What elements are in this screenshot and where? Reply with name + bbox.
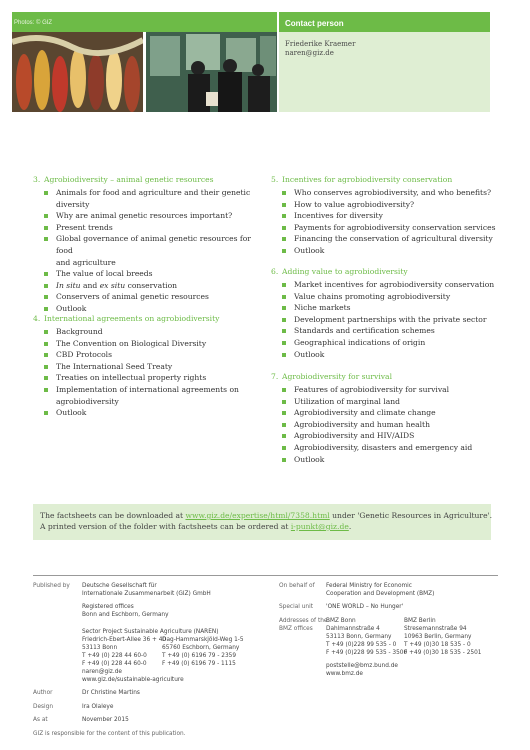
designer-name: Ira Olaleye xyxy=(82,704,114,710)
list-item: Agrobiodiversity, disasters and emergency aid xyxy=(282,442,501,454)
list-item: Utilization of marginal land xyxy=(282,396,501,408)
addresses-label: Addresses of the BMZ offices xyxy=(279,618,328,632)
list-item: Agrobiodiversity and climate change xyxy=(282,407,501,419)
design-label: Design xyxy=(33,704,54,710)
list-item: Incentives for diversity xyxy=(282,210,501,222)
project-name: Sector Project Sustainable Agriculture (NAREN) xyxy=(82,629,219,635)
publisher-line-2: Internationale Zusammenarbeit (GIZ) GmbH xyxy=(82,591,211,597)
section-6 xyxy=(271,266,501,360)
section-title: 3. Agrobiodiversity – animal genetic resources xyxy=(33,175,214,184)
list-item: The value of local breeds xyxy=(44,268,258,280)
contact-title: Contact person xyxy=(285,19,344,28)
contact-email: naren@giz.de xyxy=(285,49,334,57)
as-at-label: As at xyxy=(33,717,48,723)
author-label: Author xyxy=(33,690,53,696)
list-item: Agrobiodiversity and human health xyxy=(282,419,501,431)
section-5 xyxy=(271,174,501,257)
section-items xyxy=(271,279,501,360)
list-item: The Convention on Biological Diversity xyxy=(44,338,258,350)
section-items xyxy=(271,187,501,257)
photo-exhibition xyxy=(146,32,277,112)
imprint-rule xyxy=(33,575,498,576)
as-at-date: November 2015 xyxy=(82,717,129,723)
bmz-bonn-address: BMZ Bonn Dahlmannstraße 4 53113 Bonn, Germany T +49 (0)228 99 535 - 0 F +49 (0)228 99 535 - 3500 xyxy=(326,618,408,656)
section-items xyxy=(33,187,258,315)
list-item: How to value agrobiodiversity? xyxy=(282,199,501,211)
list-item-continued: and agriculture xyxy=(56,257,116,267)
special-unit: 'ONE WORLD – No Hunger' xyxy=(326,604,404,610)
list-item: Agrobiodiversity and HIV/AIDS xyxy=(282,430,501,442)
responsibility-note: GIZ is responsible for the content of this publication. xyxy=(33,731,186,737)
section-7 xyxy=(271,371,501,465)
list-item: Geographical indications of origin xyxy=(282,337,501,349)
list-item: Implementation of international agreements on xyxy=(44,384,258,396)
factsheets-link[interactable]: www.giz.de/expertise/html/7358.html xyxy=(185,511,330,520)
section-items xyxy=(271,384,501,465)
download-line-1: The factsheets can be downloaded at www.giz.de/expertise/html/7358.html under 'Genetic Resources in Agriculture'. xyxy=(40,511,493,520)
list-item: Who conserves agrobiodiversity, and who benefits? xyxy=(282,187,501,199)
imprint-email[interactable]: naren@giz.de xyxy=(82,669,122,675)
on-behalf-label: On behalf of xyxy=(279,583,315,589)
list-item: Payments for agrobiodiversity conservation services xyxy=(282,222,501,234)
list-item: Market incentives for agrobiodiversity conservation xyxy=(282,279,501,291)
exhibition-illustration xyxy=(146,32,277,112)
list-item: Standards and certification schemes xyxy=(282,325,501,337)
section-title: 6. Adding value to agrobiodiversity xyxy=(271,267,408,276)
list-item: Present trends xyxy=(44,222,258,234)
address-bonn: Friedrich-Ebert-Allee 36 + 40 53113 Bonn T +49 (0) 228 44 60-0 F +49 (0) 228 44 60-0 xyxy=(82,637,167,667)
list-item: Outlook xyxy=(44,303,258,315)
list-item: CBD Protocols xyxy=(44,349,258,361)
section-3 xyxy=(33,174,258,315)
section-title: 7. Agrobiodiversity for survival xyxy=(271,372,393,381)
section-title: 4. International agreements on agrobiodiversity xyxy=(33,314,220,323)
list-item: Conservers of animal genetic resources xyxy=(44,291,258,303)
list-item: The International Seed Treaty xyxy=(44,361,258,373)
list-item: Outlook xyxy=(282,349,501,361)
bmz-web[interactable]: www.bmz.de xyxy=(326,671,363,677)
list-item: Financing the conservation of agricultural diversity xyxy=(282,233,501,245)
list-item-continued: agrobiodiversity xyxy=(56,396,119,406)
ministry-line-1: Federal Ministry for Economic xyxy=(326,583,412,589)
address-eschborn: Dag-Hammarskjöld-Weg 1-5 65760 Eschborn, Germany T +49 (0) 6196 79 - 2359 F +49 (0) 6196 79 - 1115 xyxy=(162,637,244,667)
bmz-email[interactable]: poststelle@bmz.bund.de xyxy=(326,663,398,669)
list-item: Outlook xyxy=(44,407,258,419)
list-item: Outlook xyxy=(282,245,501,257)
published-by-label: Published by xyxy=(33,583,70,589)
list-item: Outlook xyxy=(282,454,501,466)
special-unit-label: Special unit xyxy=(279,604,313,610)
order-email-link[interactable]: i-punkt@giz.de xyxy=(290,522,349,531)
list-item: In situ and ex situ conservation xyxy=(44,280,258,292)
list-item: Global governance of animal genetic resources for food xyxy=(44,233,258,256)
registered-line-1: Registered offices xyxy=(82,604,134,610)
list-item: Background xyxy=(44,326,258,338)
publisher-line-1: Deutsche Gesellschaft für xyxy=(82,583,157,589)
author-name: Dr Christine Martins xyxy=(82,690,140,696)
list-item-continued: diversity xyxy=(56,199,90,209)
list-item: Features of agrobiodiversity for survival xyxy=(282,384,501,396)
ministry-line-2: Cooperation and Development (BMZ) xyxy=(326,591,435,597)
list-item: Development partnerships with the private sector xyxy=(282,314,501,326)
list-item: Why are animal genetic resources important? xyxy=(44,210,258,222)
list-item: Value chains promoting agrobiodiversity xyxy=(282,291,501,303)
section-4 xyxy=(33,313,258,419)
registered-line-2: Bonn and Eschborn, Germany xyxy=(82,612,169,618)
imprint-web[interactable]: www.giz.de/sustainable-agriculture xyxy=(82,677,184,683)
photo-corn xyxy=(12,32,143,112)
list-item: Animals for food and agriculture and their genetic xyxy=(44,187,258,199)
contact-name: Friederike Kraemer xyxy=(285,40,356,48)
bmz-berlin-address: BMZ Berlin Stresemannstraße 94 10963 Berlin, Germany T +49 (0)30 18 535 - 0 F +49 (0)30 18 535 - 2501 xyxy=(404,618,482,656)
list-item: Treaties on intellectual property rights xyxy=(44,372,258,384)
photos-credit: Photos: © GIZ xyxy=(14,20,53,26)
download-line-2: A printed version of the folder with factsheets can be ordered at i-punkt@giz.de. xyxy=(40,522,352,531)
section-title: 5. Incentives for agrobiodiversity conservation xyxy=(271,175,453,184)
corn-illustration xyxy=(12,32,143,112)
list-item: Niche markets xyxy=(282,302,501,314)
section-items xyxy=(33,326,258,419)
